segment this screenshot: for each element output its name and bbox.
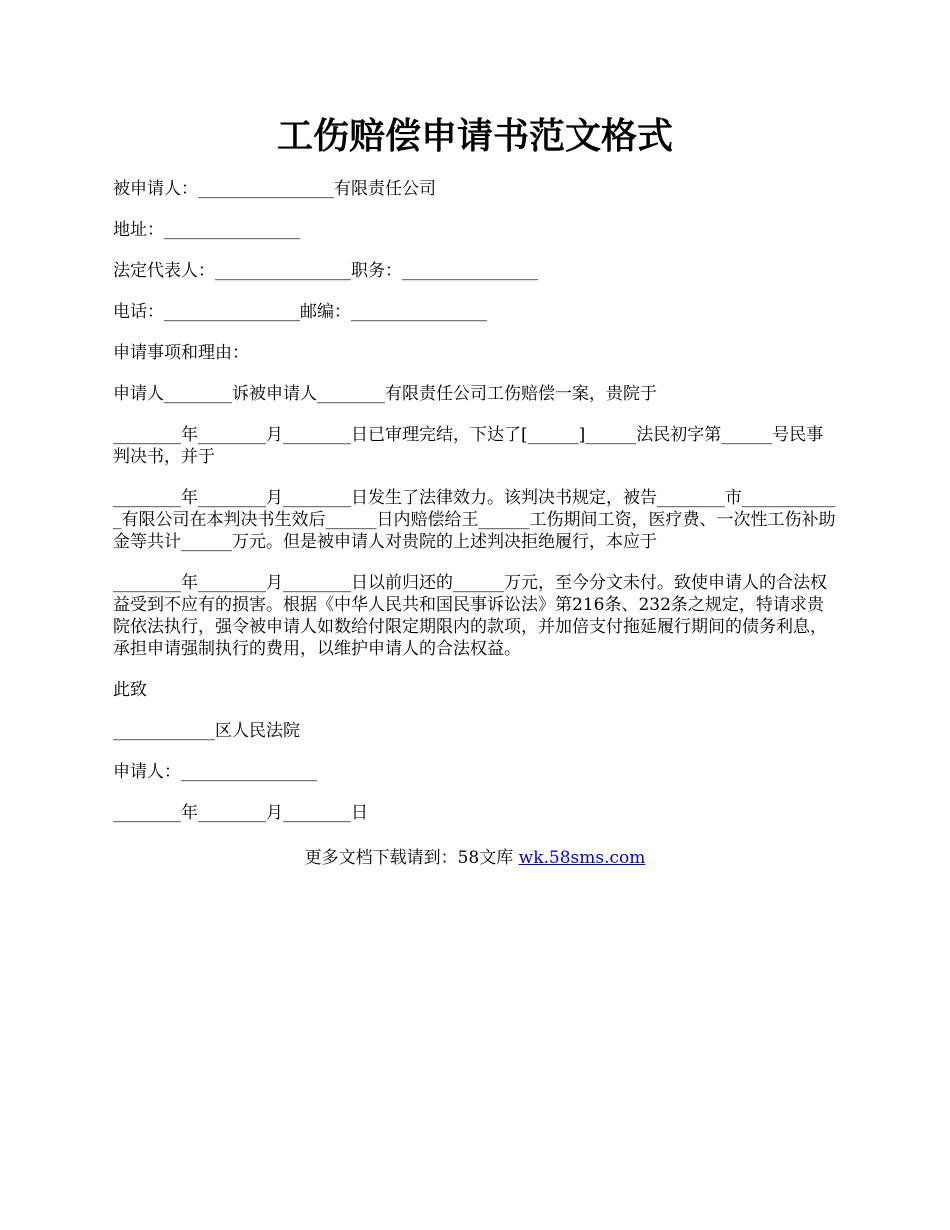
date-line: ________年________月________日 <box>113 803 368 823</box>
salutation: 此致 <box>113 680 147 700</box>
court-line: ____________区人民法院 <box>113 721 300 741</box>
respondent-line: 被申请人：________________有限责任公司 <box>113 179 436 199</box>
applicant-signature-line: 申请人：________________ <box>113 762 317 782</box>
body-paragraph-1: 申请人________诉被申请人________有限责任公司工伤赔偿一案，贵院于 <box>113 384 657 404</box>
body-paragraph-2: ________年________月________日已审理完结，下达了[______]______法民初字第______号民事判决书，并于 <box>113 425 824 467</box>
address-line: 地址：________________ <box>113 220 300 240</box>
body-paragraph-4: ________年________月________日以前归还的______万元，至今分文未付。致使申请人的合法权益受到不应有的损害。根据《中华人民共和国民事诉讼法》第216条、232条之规定，特请求贵院依法执行，强令被申请人如数给付限定期限内的款项，并加倍支付拖延履行期间的债务利息，承担申请强制执行的费用，以维护申请人的合法权益。 <box>113 573 827 659</box>
footer-text: 更多文档下载请到：58文库 <box>304 848 519 868</box>
footer-link[interactable]: wk.58sms.com <box>518 848 646 868</box>
document-title: 工伤赔偿申请书范文格式 <box>276 115 673 157</box>
document-body <box>113 178 840 843</box>
phone-line: 电话：________________邮编：________________ <box>113 302 487 322</box>
legal-rep-line: 法定代表人：________________职务：________________ <box>113 261 538 281</box>
download-footer <box>0 846 950 870</box>
matters-heading: 申请事项和理由： <box>113 343 249 363</box>
body-paragraph-3: ________年________月________日发生了法律效力。该判决书规定，被告________市____________有限公司在本判决书生效后______日内赔偿给王______工伤期间工资，医疗费、一次性工伤补助金等共计______万元。但是被申请人对贵院的上述判决拒绝履行，本应于 <box>113 488 836 552</box>
